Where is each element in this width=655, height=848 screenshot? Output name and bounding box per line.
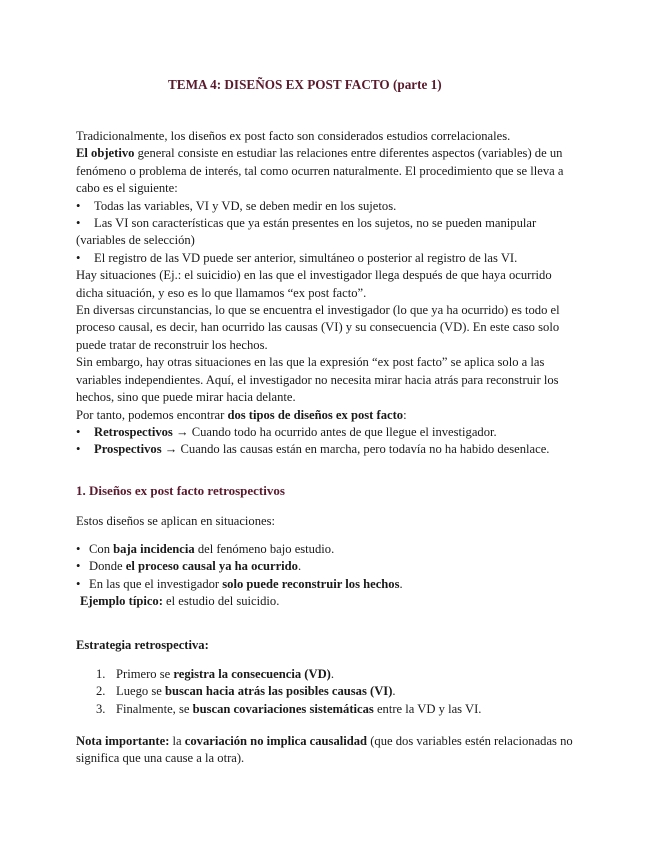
step-item (76, 666, 581, 683)
note-bold: covariación no implica causalidad (184, 734, 368, 748)
procedure-bullet (76, 215, 581, 250)
section-heading: 1. Diseños ex post facto retrospectivos (76, 483, 285, 498)
bullet-text: del fenómeno bajo estudio. (194, 542, 335, 556)
example-line (76, 593, 581, 610)
type-bullet-prospective (76, 441, 581, 458)
bullet-icon: • (76, 559, 81, 574)
step-bold: buscan hacia atrás las posibles causas (VI) (164, 684, 393, 699)
note-paragraph (76, 733, 581, 768)
type-desc: → Cuando las causas están en marcha, pero todavía no ha habido desenlace. (161, 442, 550, 457)
types-term: dos tipos de diseños ex post facto (227, 407, 404, 422)
step-text: Luego se (116, 684, 165, 699)
step-number: 1. (96, 667, 106, 681)
type-desc: → Cuando todo ha ocurrido antes de que llegue el investigador. (172, 424, 497, 439)
step-text: Primero se (116, 667, 174, 681)
types-colon: : (403, 407, 407, 422)
type-term: Prospectivos (94, 442, 162, 457)
bullet-icon: • (76, 216, 81, 231)
bullet-text: Las VI son características que ya están presentes en los sujetos, no se pueden manipular (variables de selección) (76, 216, 537, 248)
bullet-icon: • (76, 542, 81, 556)
intro-paragraph-5: Sin embargo, hay otras situaciones en las que la expresión “ex post facto” se aplica solo a las variables independientes. Aquí, el investigador no necesita mirar hacia atrás para reconstruir los hechos, sino que puede mirar hacia delante. (76, 355, 559, 405)
intro-paragraph-4: En diversas circunstancias, lo que se encuentra el investigador (lo que ya ha ocurrido) es todo el proceso causal, es decir, han ocurrido las causas (VI) y su consecuencia (VD). En este caso solo puede tratar de reconstruir los hechos. (76, 303, 560, 352)
objective-term: El objetivo (76, 146, 135, 161)
bullet-icon: • (76, 442, 81, 457)
type-bullet-retrospective (76, 424, 581, 441)
bullet-icon: • (76, 250, 81, 265)
bullet-text: El registro de las VD puede ser anterior, simultáneo o posterior al registro de las VI. (94, 250, 518, 265)
bullet-bold: el proceso causal ya ha ocurrido (125, 559, 298, 574)
step-number: 2. (96, 684, 106, 699)
bullet-text: . (297, 559, 302, 574)
intro-paragraph-3: Hay situaciones (Ej.: el suicidio) en las que el investigador llega después de que haya ocurrido dicha situación, y eso es lo que llamamos “ex post facto”. (76, 268, 552, 300)
bullet-text: Con (89, 542, 114, 556)
bullet-text: . (399, 576, 403, 591)
intro-section (76, 128, 581, 459)
bullet-icon: • (76, 424, 81, 439)
step-text: entre la VD y las VI. (373, 701, 482, 716)
step-bold: registra la consecuencia (VD) (173, 667, 331, 681)
procedure-bullet (76, 250, 581, 267)
intro-paragraph-6 (76, 407, 581, 424)
step-item (76, 683, 581, 700)
note-text: (que dos variables estén relacionadas no significa que una cause a la otra). (76, 734, 573, 766)
bullet-icon: • (76, 198, 81, 213)
bullet-text: Donde (89, 559, 126, 574)
step-text: Finalmente, se (116, 701, 193, 716)
important-note (76, 733, 581, 768)
step-number: 3. (96, 701, 106, 716)
section-lead: Estos diseños se aplican en situaciones: (76, 514, 276, 528)
procedure-bullet (76, 198, 581, 215)
note-text: la (169, 734, 185, 748)
bullet-bold: solo puede reconstruir los hechos (222, 576, 400, 591)
step-bold: buscan covariaciones sistemáticas (192, 701, 374, 716)
step-text: . (392, 684, 396, 699)
page-title: TEMA 4: DISEÑOS EX POST FACTO (parte 1) (168, 77, 442, 92)
situation-bullet (76, 541, 581, 558)
intro-paragraph-2 (76, 145, 581, 197)
intro-paragraph-1: Tradicionalmente, los diseños ex post facto son considerados estudios correlacionales. (76, 129, 511, 143)
type-term: Retrospectivos (94, 424, 173, 439)
note-label: Nota importante: (76, 734, 170, 748)
situation-bullet (76, 576, 581, 593)
step-item (76, 701, 581, 718)
example-text: el estudio del suicidio. (162, 594, 280, 609)
situation-bullet (76, 558, 581, 575)
types-lead: Por tanto, podemos encontrar (76, 407, 228, 422)
bullet-text: En las que el investigador (89, 576, 223, 591)
situations-list (76, 541, 581, 611)
step-text: . (330, 667, 335, 681)
bullet-bold: baja incidencia (113, 542, 195, 556)
objective-text: general consiste en estudiar las relaciones entre diferentes aspectos (variables) de un fenómeno o problema de interés, tal como ocurren naturalmente. El procedimiento que se lleva a cabo es el siguiente: (76, 146, 564, 196)
example-label: Ejemplo típico: (80, 594, 163, 609)
strategy-heading: Estrategia retrospectiva: (76, 638, 209, 652)
bullet-text: Todas las variables, VI y VD, se deben medir en los sujetos. (94, 198, 397, 213)
bullet-icon: • (76, 576, 81, 591)
strategy-steps (76, 666, 581, 718)
